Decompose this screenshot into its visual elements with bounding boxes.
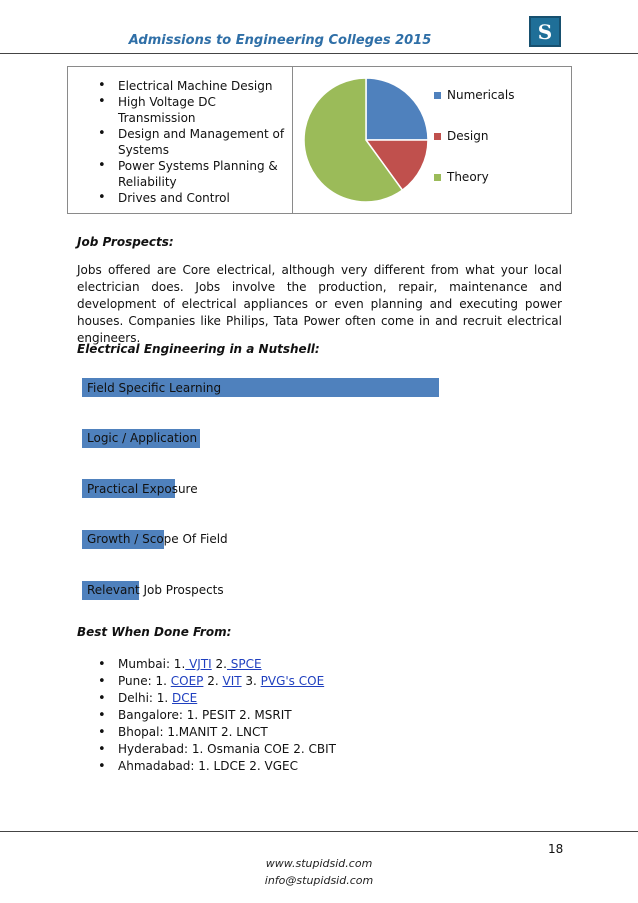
link-pvgs-coe[interactable]: PVG's COE — [260, 674, 325, 688]
legend-item-design — [434, 129, 488, 143]
link-spce[interactable]: SPCE — [226, 657, 262, 671]
colleges-list — [96, 656, 336, 775]
list-item-ahmadabad: • Ahmadabad: 1. LDCE 2. VGEC — [96, 758, 336, 775]
logo-letter: S — [537, 19, 553, 44]
bar-label: Growth / Scope Of Field — [87, 532, 228, 546]
bar-label: Relevant Job Prospects — [87, 583, 224, 597]
bar-label: Logic / Application — [87, 431, 198, 445]
text: 2. — [211, 657, 227, 671]
legend-swatch — [434, 174, 441, 181]
legend-item-theory — [434, 170, 489, 184]
link-vjti[interactable]: VJTI — [185, 657, 212, 671]
text: Delhi: 1. — [118, 691, 173, 705]
text: 3. — [241, 674, 261, 688]
legend-item-numericals — [434, 88, 514, 102]
list-item-bhopal: • Bhopal: 1.MANIT 2. LNCT — [96, 724, 336, 741]
list-item-mumbai — [96, 656, 336, 673]
page-header-title: Admissions to Engineering Colleges 2015 — [128, 33, 432, 48]
list-item: • High Voltage DC Transmission — [96, 94, 286, 126]
link-vit[interactable]: VIT — [222, 674, 242, 688]
legend-label: Theory — [447, 170, 489, 184]
pie-slice-numericals — [366, 78, 428, 140]
list-item: • Drives and Control — [96, 190, 286, 206]
list-item-bangalore: • Bangalore: 1. PESIT 2. MSRIT — [96, 707, 336, 724]
text: Pune: 1. — [118, 674, 171, 688]
footer-website[interactable]: www.stupidsid.com — [265, 857, 373, 870]
job-prospects-text: Jobs offered are Core electrical, although very different from what your local electrician does. Jobs involve the production, repair, maintenance and development of electrical appliances or even planning and executing power houses. Companies like Philips, Tata Power often come in and recruit electrical engineers. — [77, 263, 562, 345]
list-item: • Design and Management of Systems — [96, 126, 286, 158]
stupidsid-logo — [529, 16, 561, 47]
topics-list — [96, 78, 286, 206]
bar-label: Field Specific Learning — [87, 381, 222, 395]
legend-swatch — [434, 133, 441, 140]
legend-label: Numericals — [447, 88, 515, 102]
list-item: • Electrical Machine Design — [96, 78, 286, 94]
link-dce[interactable]: DCE — [172, 691, 198, 705]
best-when-heading: Best When Done From: — [77, 625, 232, 639]
list-item-hyderabad: • Hyderabad: 1. Osmania COE 2. CBIT — [96, 741, 336, 758]
footer-rule — [0, 831, 638, 832]
nutshell-heading: Electrical Engineering in a Nutshell: — [77, 342, 320, 356]
list-item-pune — [96, 673, 336, 690]
table-divider — [292, 66, 293, 214]
list-item-delhi — [96, 690, 336, 707]
list-item: • Power Systems Planning & Reliability — [96, 158, 286, 190]
bar-label: Practical Exposure — [87, 482, 198, 496]
text: Mumbai: 1. — [118, 657, 186, 671]
header-rule — [0, 53, 638, 54]
job-prospects-heading: Job Prospects: — [77, 235, 174, 249]
pie-chart — [296, 72, 436, 208]
legend-swatch — [434, 92, 441, 99]
page-number: 18 — [548, 842, 564, 856]
text: 2. — [203, 674, 223, 688]
legend-label: Design — [447, 129, 489, 143]
link-coep[interactable]: COEP — [170, 674, 204, 688]
footer-email[interactable]: info@stupidsid.com — [264, 874, 374, 887]
